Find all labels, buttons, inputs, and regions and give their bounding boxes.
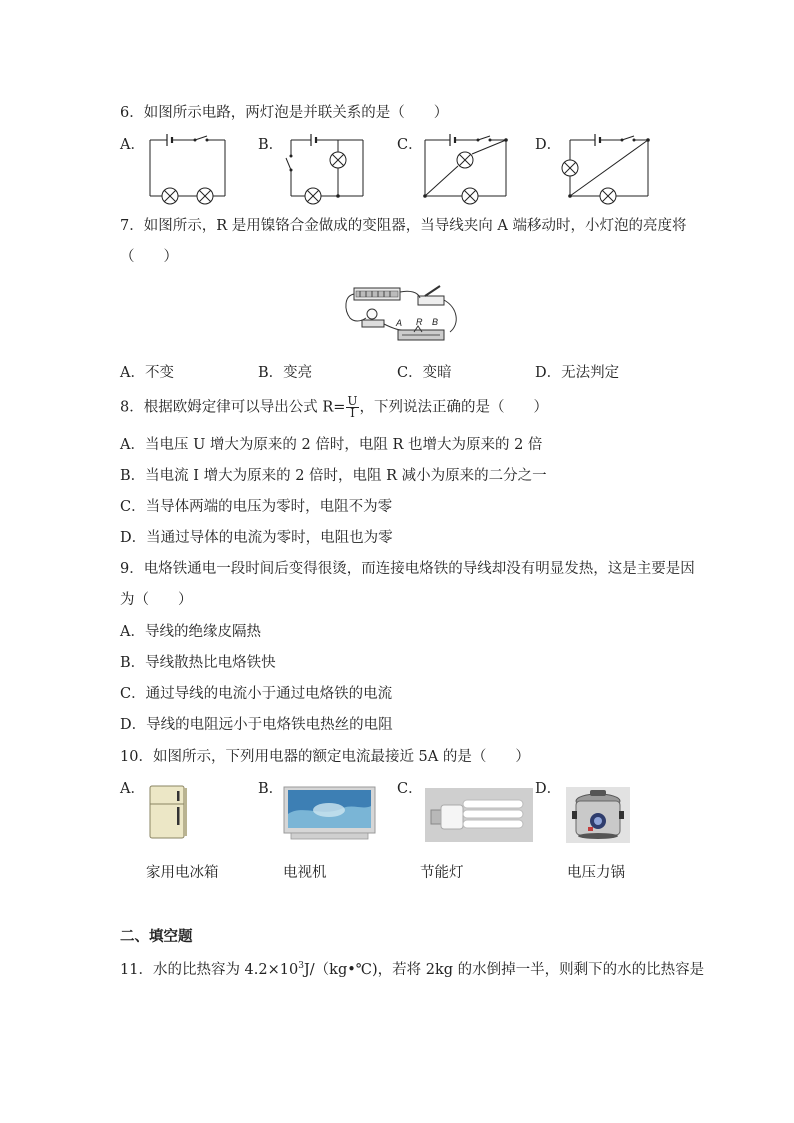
q8-frac-num: U xyxy=(347,394,358,408)
energy-saving-lamp-image xyxy=(425,788,533,842)
q7-stem: 7．如图所示，R 是用镍铬合金做成的变阻器，当导线夹向 A 端移动时，小灯泡的亮度将 xyxy=(120,218,687,234)
q11-stem xyxy=(120,956,704,980)
q8-stem xyxy=(120,396,548,419)
q9-stem: 9．电烙铁通电一段时间后变得很烫，而连接电烙铁的导线却没有明显发热，这是主要是因 xyxy=(120,561,695,577)
q6-stem: 6．如图所示电路，两灯泡是并联关系的是（ ） xyxy=(120,105,449,121)
q10-caption-c: 节能灯 xyxy=(420,865,464,881)
q10-caption-b: 电视机 xyxy=(283,865,327,881)
q8-option-b: B．当电流 I 增大为原来的 2 倍时，电阻 R 减小为原来的二分之一 xyxy=(120,468,547,484)
q9-option-d: D．导线的电阻远小于电烙铁电热丝的电阻 xyxy=(120,717,393,733)
q7-option-d: D．无法判定 xyxy=(535,365,620,381)
q8-formula-fraction xyxy=(346,396,358,419)
q7-label-b: B xyxy=(432,317,439,327)
q6-label-a: A． xyxy=(120,137,145,153)
q9-option-b: B．导线散热比电烙铁快 xyxy=(120,655,276,671)
q6-label-b: B． xyxy=(258,137,284,153)
q11-exponent: 3 xyxy=(298,961,304,971)
q6-circuit-c xyxy=(420,134,510,209)
q7-label-r: R xyxy=(416,317,423,327)
q7-label-a: A xyxy=(396,318,403,328)
q8-stem-pre: 8．根据欧姆定律可以导出公式 R= xyxy=(120,399,346,416)
q6-circuit-d xyxy=(560,134,655,209)
q7-rheostat-figure xyxy=(340,282,465,347)
q10-label-c: C． xyxy=(397,781,423,797)
q9-option-c: C．通过导线的电流小于通过电烙铁的电流 xyxy=(120,686,393,702)
q6-label-c: C． xyxy=(397,137,423,153)
q6-label-d: D． xyxy=(535,137,562,153)
q10-caption-a: 家用电冰箱 xyxy=(146,865,219,881)
q7-option-b: B．变亮 xyxy=(258,365,313,381)
q8-option-d: D．当通过导体的电流为零时，电阻也为零 xyxy=(120,530,393,546)
q10-caption-d: 电压力锅 xyxy=(567,865,625,881)
q8-frac-den: I xyxy=(350,406,355,420)
q7-option-c: C．变暗 xyxy=(397,365,452,381)
q7-stem-cont: （ ） xyxy=(120,249,178,265)
q8-option-c: C．当导体两端的电压为零时，电阻不为零 xyxy=(120,499,393,515)
television-image xyxy=(283,786,376,842)
q8-option-a: A．当电压 U 增大为原来的 2 倍时，电阻 R 也增大为原来的 2 倍 xyxy=(120,437,543,453)
q9-stem-cont: 为（ ） xyxy=(120,592,193,608)
q6-circuit-a xyxy=(145,134,230,209)
q10-stem: 10．如图所示，下列用电器的额定电流最接近 5A 的是（ ） xyxy=(120,749,530,765)
q9-option-a: A．导线的绝缘皮隔热 xyxy=(120,624,261,640)
q10-label-b: B． xyxy=(258,781,284,797)
q7-option-a: A．不变 xyxy=(120,365,174,381)
q8-stem-post: ，下列说法正确的是（ ） xyxy=(359,399,549,416)
q11-stem-post: J/（kg•℃)，若将 2kg 的水倒掉一半，则剩下的水的比热容是 xyxy=(303,961,705,978)
q11-stem-pre: 11．水的比热容为 4.2×10 xyxy=(120,961,299,978)
refrigerator-image xyxy=(147,784,189,842)
section-heading: 二、填空题 xyxy=(120,929,193,945)
q6-circuit-b xyxy=(283,134,368,209)
pressure-cooker-image xyxy=(566,787,630,843)
q10-label-a: A． xyxy=(120,781,145,797)
q10-label-d: D． xyxy=(535,781,562,797)
